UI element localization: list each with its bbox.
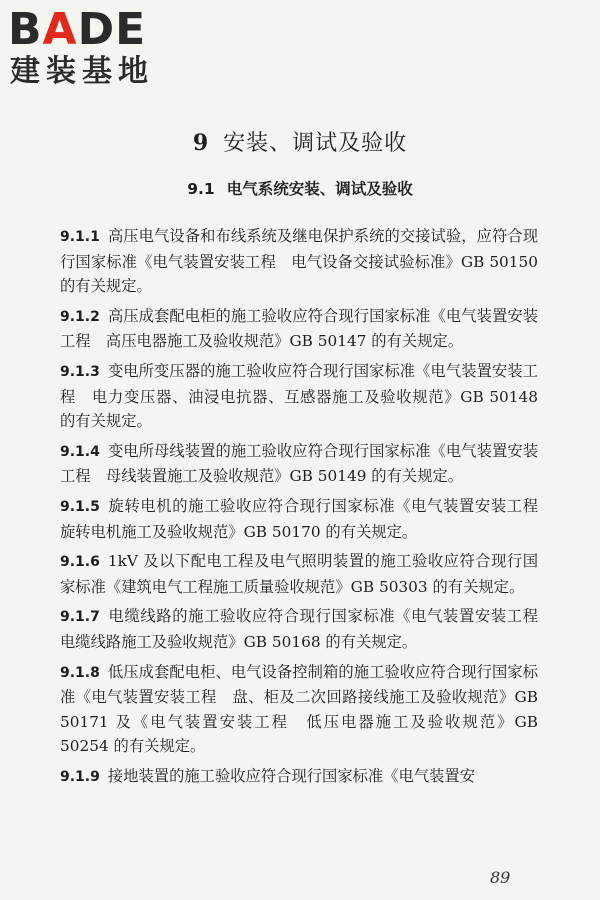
clause-text: 旋转电机的施工验收应符合现行国家标准《电气装置安装工程 旋转电机施工及验收规范》GB 50170 的有关规定。	[60, 496, 554, 541]
clause	[60, 359, 538, 434]
clause-text: 1kV 及以下配电工程及电气照明装置的施工验收应符合现行国家标准《建筑电气工程施工质量验收规范》GB 50303 的有关规定。	[60, 552, 538, 596]
clause-number: 9.1.6	[60, 554, 100, 571]
clause-text: 电缆线路的施工验收应符合现行国家标准《电气装置安装工程 电缆线路施工及验收规范》GB 50168 的有关规定。	[60, 607, 554, 651]
chapter-title	[0, 128, 600, 159]
clause-number: 9.1.2	[60, 308, 100, 325]
clause	[60, 604, 554, 654]
section-number: 9.1	[187, 180, 215, 198]
clause-text: 变电所母线装置的施工验收应符合现行国家标准《电气装置安装工程 母线装置施工及验收规范》GB 50149 的有关规定。	[60, 441, 538, 486]
logo-wordmark: BADE	[8, 4, 147, 55]
chapter-title-text: 安装、调试及验收	[223, 131, 408, 156]
clause	[60, 494, 554, 544]
clause	[60, 224, 538, 299]
clause	[60, 304, 538, 354]
clause-text: 接地装置的施工验收应符合现行国家标准《电气装置安	[107, 766, 476, 785]
clause-number: 9.1.4	[60, 443, 100, 460]
section-title	[0, 178, 600, 200]
clause-text: 高压电气设备和布线系统及继电保护系统的交接试验，应符合现行国家标准《电气装置安装工程 电气设备交接试验标准》GB 50150 的有关规定。	[60, 227, 538, 296]
clause-number: 9.1.5	[60, 498, 100, 515]
clause	[60, 439, 538, 489]
chapter-number: 9	[192, 130, 210, 156]
logo-chinese-name: 建装基地	[10, 54, 154, 89]
clause-number: 9.1.3	[60, 363, 100, 380]
clause	[60, 764, 538, 790]
clause-number: 9.1.7	[60, 609, 100, 626]
clause	[60, 549, 538, 599]
clause-text: 高压成套配电柜的施工验收应符合现行国家标准《电气装置安装工程 高压电器施工及验收规范》GB 50147 的有关规定。	[60, 306, 538, 351]
clause-number: 9.1.9	[60, 768, 100, 785]
logo-accent-letter: A	[42, 4, 78, 55]
clause	[60, 660, 538, 759]
clause-text: 变电所变压器的施工验收应符合现行国家标准《电气装置安装工程 电力变压器、油浸电抗器、互感器施工及验收规范》GB 50148 的有关规定。	[60, 361, 538, 431]
page-number: 89	[490, 868, 511, 887]
section-title-text: 电气系统安装、调试及验收	[226, 180, 413, 198]
logo	[8, 6, 154, 90]
clause-text: 低压成套配电柜、电气设备控制箱的施工验收应符合现行国家标准《电气装置安装工程 盘、柜及二次回路接线施工及验收规范》GB 50171 及《电气装置安装工程 低压电器施工及验收规范》GB 50254 的有关规定。	[60, 662, 538, 756]
clause-list	[60, 224, 554, 794]
clause-number: 9.1.8	[60, 664, 100, 681]
clause-number: 9.1.1	[60, 229, 100, 245]
